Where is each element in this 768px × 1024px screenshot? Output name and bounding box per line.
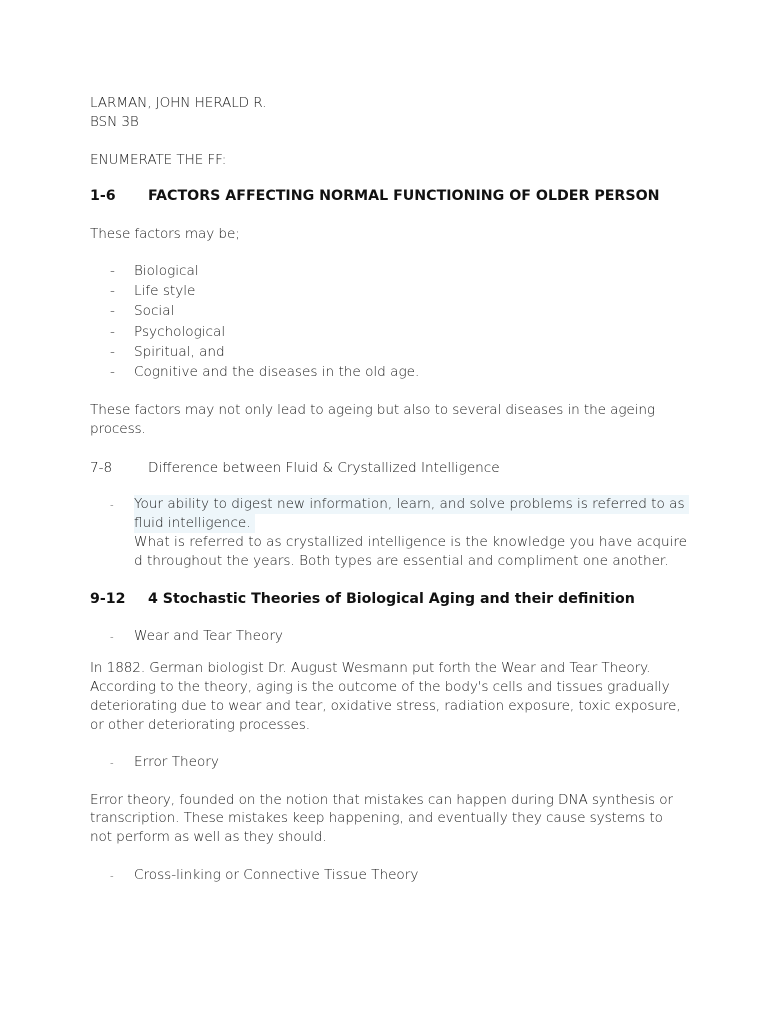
- student-section: BSN 3B: [90, 114, 139, 130]
- theory2-text-line: transcription. These mistakes keep happening, and eventually they cause systems to: [90, 810, 663, 826]
- section2-line3: What is referred to as crystallized intelligence is the knowledge you have acquire: [134, 534, 688, 550]
- theory1-text-line: In 1882. German biologist Dr. August Wesmann put forth the Wear and Tear Theory.: [90, 660, 651, 676]
- bullet-dash: -: [110, 758, 114, 769]
- theory-name: Wear and Tear Theory: [134, 628, 283, 644]
- list-item: [110, 866, 418, 886]
- section1-conclusion-line2: process.: [90, 421, 146, 437]
- list-item-text: Social: [134, 303, 175, 319]
- bullet-dash: -: [110, 871, 114, 882]
- bullet-dash: -: [110, 500, 114, 511]
- section1-intro: These factors may be;: [90, 226, 240, 242]
- section2-heading: [90, 458, 500, 478]
- list-item: [110, 495, 689, 515]
- section3-number: 9-12: [90, 591, 126, 607]
- bullet-dash: -: [110, 283, 115, 299]
- section3-title: 4 Stochastic Theories of Biological Aging and their definition: [148, 591, 635, 607]
- bullet-dash: -: [110, 632, 114, 643]
- student-name: LARMAN, JOHN HERALD R.: [90, 95, 267, 111]
- theory1-text-line: deteriorating due to wear and tear, oxidative stress, radiation exposure, toxic exposure,: [90, 698, 681, 714]
- list-item-text: Psychological: [134, 324, 226, 340]
- list-item: [110, 323, 225, 342]
- section2-number: 7-8: [90, 460, 113, 476]
- list-item-text: Spiritual, and: [134, 344, 225, 360]
- highlighted-text: fluid intelligence.: [134, 514, 255, 533]
- instruction-text: ENUMERATE THE FF:: [90, 152, 227, 168]
- section1-number: 1-6: [90, 188, 116, 204]
- bullet-dash: -: [110, 364, 115, 380]
- section3-heading: [90, 589, 635, 609]
- section1-title: FACTORS AFFECTING NORMAL FUNCTIONING OF OLDER PERSON: [148, 188, 660, 204]
- list-item: [110, 302, 174, 321]
- bullet-dash: -: [110, 324, 115, 340]
- list-item: [110, 282, 195, 301]
- section2-line2: [134, 514, 255, 533]
- bullet-dash: -: [110, 263, 115, 279]
- theory2-text-line: not perform as well as they should.: [90, 829, 327, 845]
- section1-conclusion-line1: These factors may not only lead to ageing but also to several diseases in the ageing: [90, 402, 655, 418]
- section2-title: Difference between Fluid & Crystallized Intelligence: [148, 460, 500, 476]
- list-item-text: Life style: [134, 283, 196, 299]
- bullet-dash: -: [110, 344, 115, 360]
- list-item-text: Cognitive and the diseases in the old age.: [134, 364, 420, 380]
- list-item: [110, 343, 225, 362]
- list-item: [110, 363, 419, 382]
- list-item-text: Biological: [134, 263, 199, 279]
- list-item: [110, 753, 219, 773]
- theory-name: Error Theory: [134, 754, 219, 770]
- theory1-text-line: According to the theory, aging is the outcome of the body's cells and tissues gradually: [90, 679, 670, 695]
- section1-heading: [90, 186, 660, 206]
- theory1-text-line: or other deteriorating processes.: [90, 717, 310, 733]
- theory-name: Cross-linking or Connective Tissue Theory: [134, 867, 419, 883]
- list-item: [110, 627, 283, 647]
- section2-line4: d throughout the years. Both types are essential and compliment one another.: [134, 553, 669, 569]
- theory2-text-line: Error theory, founded on the notion that mistakes can happen during DNA synthesis or: [90, 792, 673, 808]
- highlighted-text: Your ability to digest new information, learn, and solve problems is referred to as: [134, 495, 689, 514]
- list-item: [110, 262, 199, 281]
- bullet-dash: -: [110, 303, 115, 319]
